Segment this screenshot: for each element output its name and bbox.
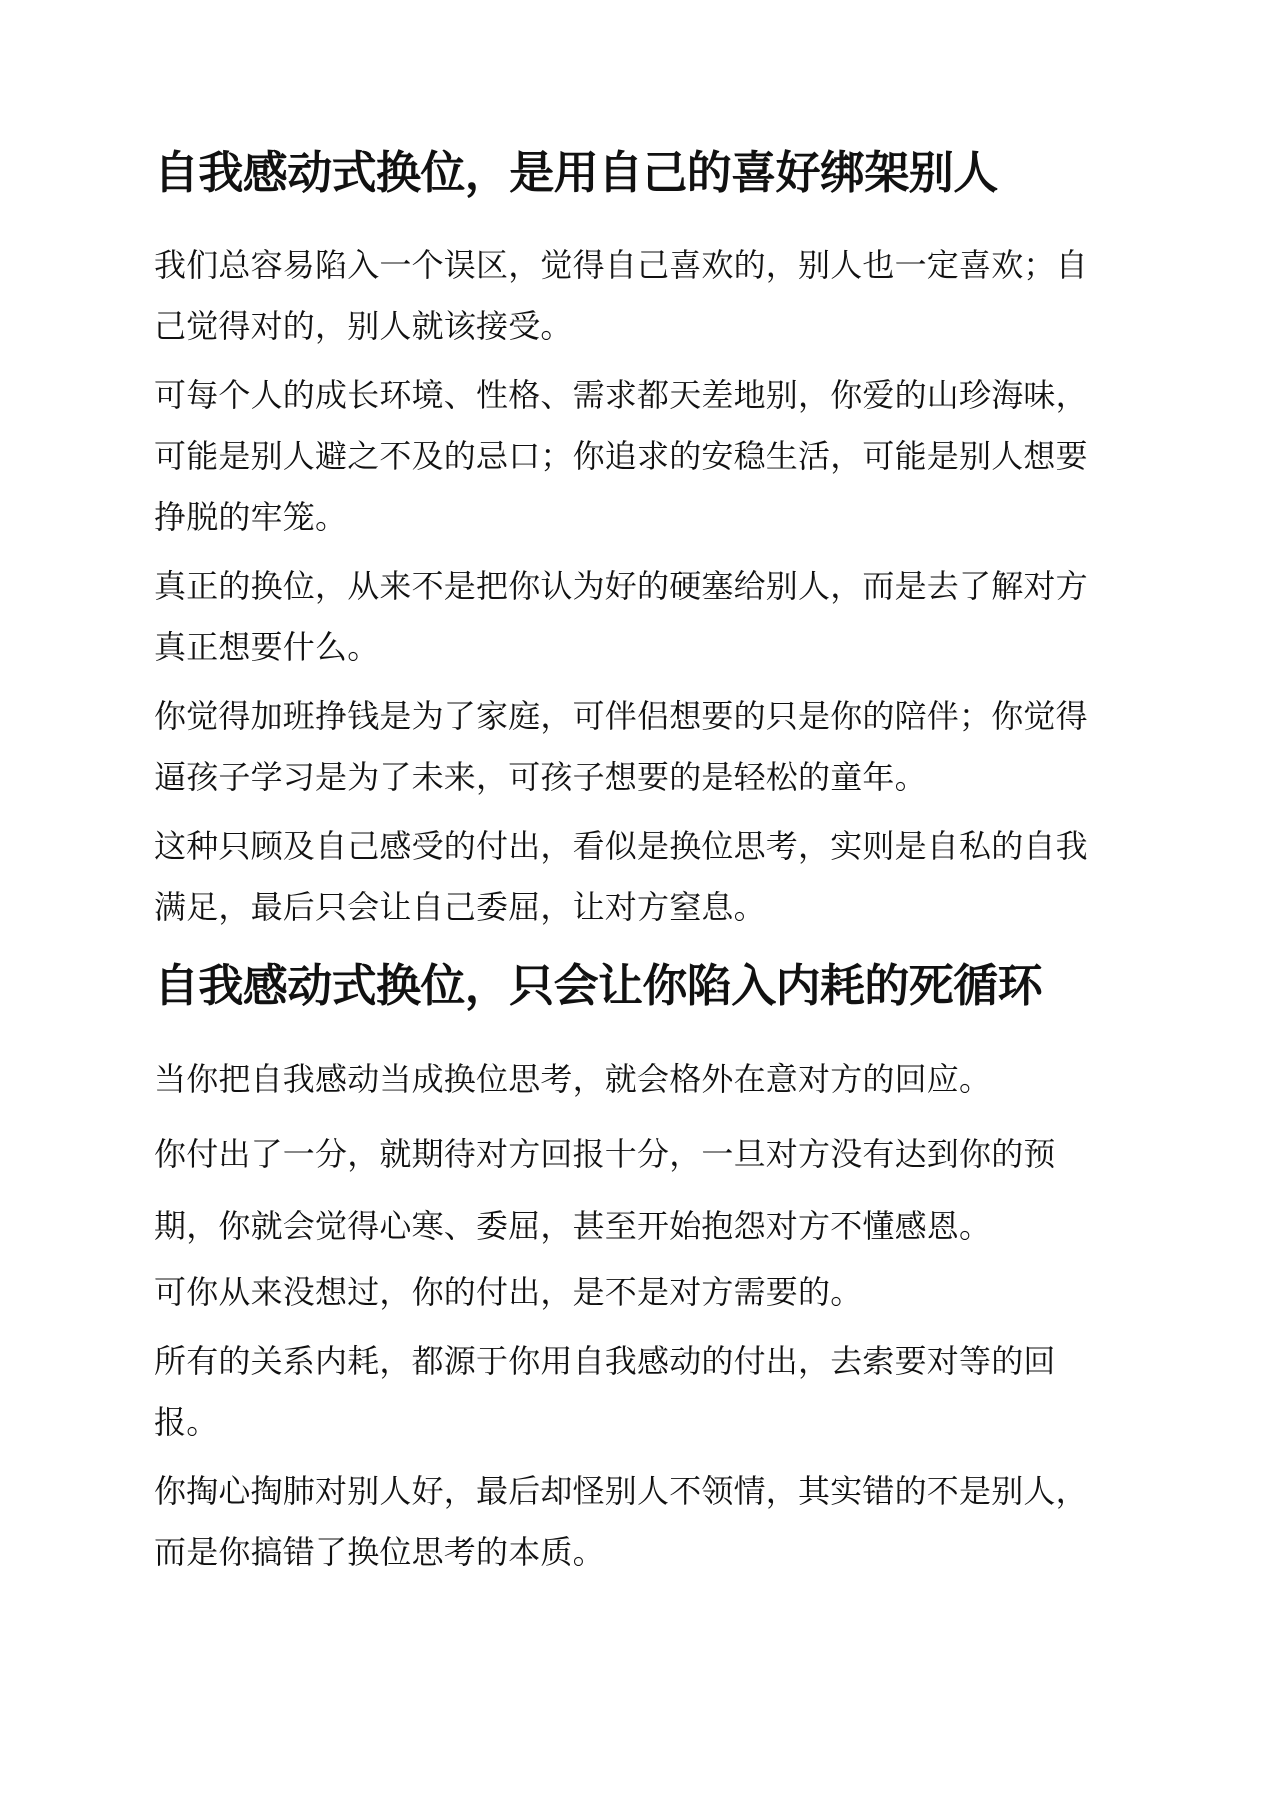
paragraph-1-1: 我们总容易陷入一个误区，觉得自己喜欢的，别人也一定喜欢；自己觉得对的，别人就该接受。 bbox=[154, 246, 1088, 346]
paragraph-2-1: 当你把自我感动当成换位思考，就会格外在意对方的回应。 bbox=[154, 1059, 992, 1098]
paragraph-2-5: 你掏心掏肺对别人好，最后却怪别人不领情，其实错的不是别人，而是你搞错了换位思考的本质。 bbox=[154, 1471, 1088, 1571]
paragraph-1-5: 这种只顾及自己感受的付出，看似是换位思考，实则是自私的自我满足，最后只会让自己委屈，让对方窒息。 bbox=[154, 827, 1088, 927]
paragraph-2-3: 可你从来没想过，你的付出，是不是对方需要的。 bbox=[154, 1272, 863, 1311]
paragraph-1-3: 真正的换位，从来不是把你认为好的硬塞给别人，而是去了解对方真正想要什么。 bbox=[154, 567, 1088, 667]
paragraph-1-2: 可每个人的成长环境、性格、需求都天差地别，你爱的山珍海味，可能是别人避之不及的忌口；你追求的安稳生活，可能是别人想要挣脱的牢笼。 bbox=[154, 376, 1088, 537]
article-section-2 bbox=[154, 958, 1119, 1582]
article-page bbox=[154, 145, 1119, 1591]
section-heading-2: 自我感动式换位，只会让你陷入内耗的死循环 bbox=[154, 959, 1043, 1013]
paragraph-2-2: 你付出了一分，就期待对方回报十分，一旦对方没有达到你的预期，你就会觉得心寒、委屈，甚至开始抱怨对方不懂感恩。 bbox=[154, 1134, 1056, 1245]
paragraph-2-4: 所有的关系内耗，都源于你用自我感动的付出，去索要对等的回报。 bbox=[154, 1341, 1056, 1441]
section-heading-1: 自我感动式换位，是用自己的喜好绑架别人 bbox=[154, 146, 998, 199]
paragraph-1-4: 你觉得加班挣钱是为了家庭，可伴侣想要的只是你的陪伴；你觉得逼孩子学习是为了未来，可孩子想要的是轻松的童年。 bbox=[154, 697, 1088, 797]
article-section-1 bbox=[154, 145, 1119, 938]
